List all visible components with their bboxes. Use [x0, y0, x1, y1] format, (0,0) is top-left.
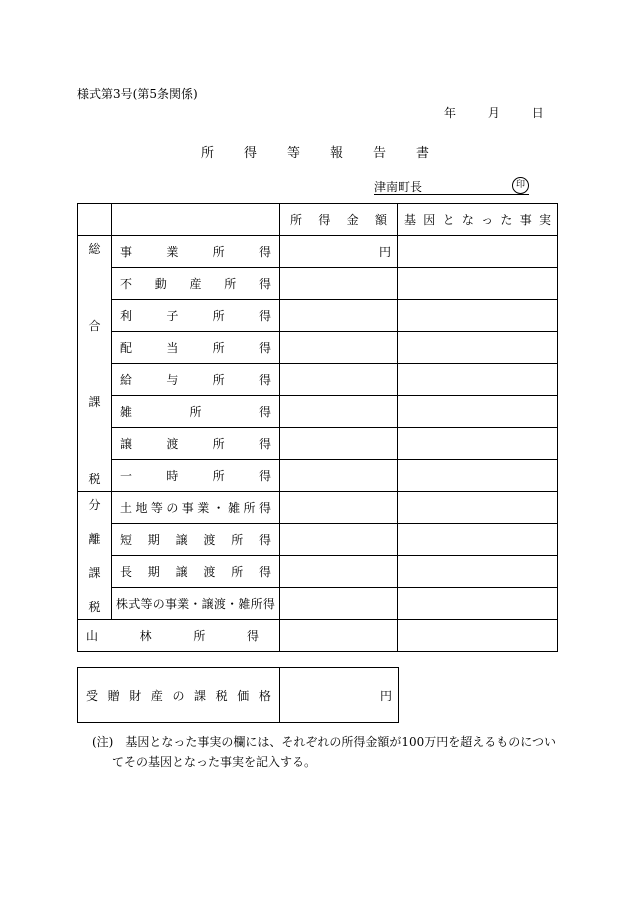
category-char: 課	[88, 395, 101, 410]
income-type-cell	[112, 300, 280, 332]
income-type-cell	[112, 364, 280, 396]
date-day: 日	[531, 106, 544, 120]
income-type-cell	[112, 588, 280, 620]
gift-label-cell	[78, 668, 280, 723]
amount-cell[interactable]	[280, 396, 398, 428]
amount-cell[interactable]	[280, 556, 398, 588]
income-row	[78, 460, 558, 492]
reason-cell[interactable]	[398, 428, 558, 460]
reason-cell[interactable]	[398, 364, 558, 396]
amount-cell[interactable]	[280, 492, 398, 524]
income-row	[78, 364, 558, 396]
category-char: 合	[88, 318, 101, 333]
footnote-line-1: (注) 基因となった事実の欄には、それぞれの所得金額が100万円を超えるものについ	[92, 735, 557, 749]
header-amount	[280, 204, 398, 236]
forest-row	[78, 620, 558, 652]
income-type-label: 利 子 所 得	[120, 309, 271, 323]
income-type-cell	[112, 460, 280, 492]
income-row	[78, 492, 558, 524]
form-number: 様式第3号(第5条関係)	[77, 87, 198, 101]
amount-cell[interactable]	[280, 524, 398, 556]
income-row	[78, 556, 558, 588]
category-char: 税	[88, 471, 101, 486]
reason-cell[interactable]	[398, 332, 558, 364]
footnote-line-2: てその基因となった事実を記入する。	[112, 755, 317, 769]
reason-cell[interactable]	[398, 524, 558, 556]
amount-cell[interactable]	[280, 428, 398, 460]
income-row	[78, 524, 558, 556]
document-title: 所得等報告書	[200, 146, 459, 161]
header-row	[78, 204, 558, 236]
category-char: 総	[88, 242, 101, 256]
gift-amount-cell[interactable]	[280, 668, 399, 723]
category-char: 税	[88, 600, 101, 614]
header-amount-label: 所 得 金 額	[290, 213, 387, 227]
income-row	[78, 268, 558, 300]
income-type-label: 土 地 等 の 事 業 ・ 雑 所 得	[120, 501, 271, 515]
category-char: 分	[88, 498, 101, 512]
yen-unit: 円	[378, 245, 391, 259]
amount-cell[interactable]	[280, 332, 398, 364]
date-line	[444, 104, 544, 121]
income-type-cell	[112, 396, 280, 428]
income-type-cell	[112, 268, 280, 300]
income-row	[78, 588, 558, 620]
income-type-label: 事 業 所 得	[120, 245, 271, 259]
category-char: 課	[88, 566, 101, 580]
income-table	[77, 203, 558, 652]
amount-cell[interactable]	[280, 588, 398, 620]
header-reason	[398, 204, 558, 236]
income-type-cell	[112, 524, 280, 556]
income-type-label: 一 時 所 得	[120, 469, 271, 483]
income-type-cell	[112, 556, 280, 588]
income-type-label: 短 期 譲 渡 所 得	[120, 533, 271, 547]
income-row	[78, 300, 558, 332]
category-char: 離	[88, 532, 101, 546]
category-label-cell	[78, 236, 112, 492]
amount-cell[interactable]	[280, 620, 398, 652]
date-year: 年	[444, 106, 457, 120]
reason-cell[interactable]	[398, 236, 558, 268]
forest-label: 山 林 所 得	[86, 629, 259, 643]
reason-cell[interactable]	[398, 396, 558, 428]
amount-cell[interactable]	[280, 236, 398, 268]
addressee-line	[374, 178, 529, 195]
header-reason-label: 基 因 と な っ た 事 実	[404, 213, 551, 227]
gift-row	[78, 668, 399, 723]
income-row	[78, 428, 558, 460]
income-type-cell	[112, 492, 280, 524]
reason-cell[interactable]	[398, 556, 558, 588]
income-type-cell	[112, 332, 280, 364]
category-label-cell	[78, 492, 112, 620]
gift-label: 受 贈 財 産 の 課 税 価 格	[86, 688, 271, 703]
income-type-label: 長 期 譲 渡 所 得	[120, 565, 271, 579]
gift-table	[77, 667, 399, 723]
date-month: 月	[487, 106, 500, 120]
header-blank-2	[112, 204, 280, 236]
amount-cell[interactable]	[280, 300, 398, 332]
seal-mark: 印	[512, 177, 529, 194]
amount-cell[interactable]	[280, 460, 398, 492]
footnote	[92, 732, 562, 772]
reason-cell[interactable]	[398, 588, 558, 620]
gift-unit: 円	[379, 688, 392, 703]
reason-cell[interactable]	[398, 300, 558, 332]
reason-cell[interactable]	[398, 492, 558, 524]
income-type-label: 不 動 産 所 得	[120, 277, 271, 291]
amount-cell[interactable]	[280, 268, 398, 300]
income-row	[78, 236, 558, 268]
addressee-name: 津南町長	[374, 180, 423, 194]
forest-label-cell	[78, 620, 280, 652]
amount-cell[interactable]	[280, 364, 398, 396]
income-type-label: 譲 渡 所 得	[120, 437, 271, 451]
income-type-label: 株 式 等 の 事 業 ・ 譲 渡 ・ 雑 所 得	[116, 597, 275, 611]
income-type-label: 配 当 所 得	[120, 341, 271, 355]
income-type-cell	[112, 236, 280, 268]
reason-cell[interactable]	[398, 268, 558, 300]
income-row	[78, 332, 558, 364]
reason-cell[interactable]	[398, 460, 558, 492]
income-type-label: 給 与 所 得	[120, 373, 271, 387]
income-row	[78, 396, 558, 428]
income-type-cell	[112, 428, 280, 460]
reason-cell[interactable]	[398, 620, 558, 652]
income-type-label: 雑 所 得	[120, 405, 271, 419]
header-blank-1	[78, 204, 112, 236]
